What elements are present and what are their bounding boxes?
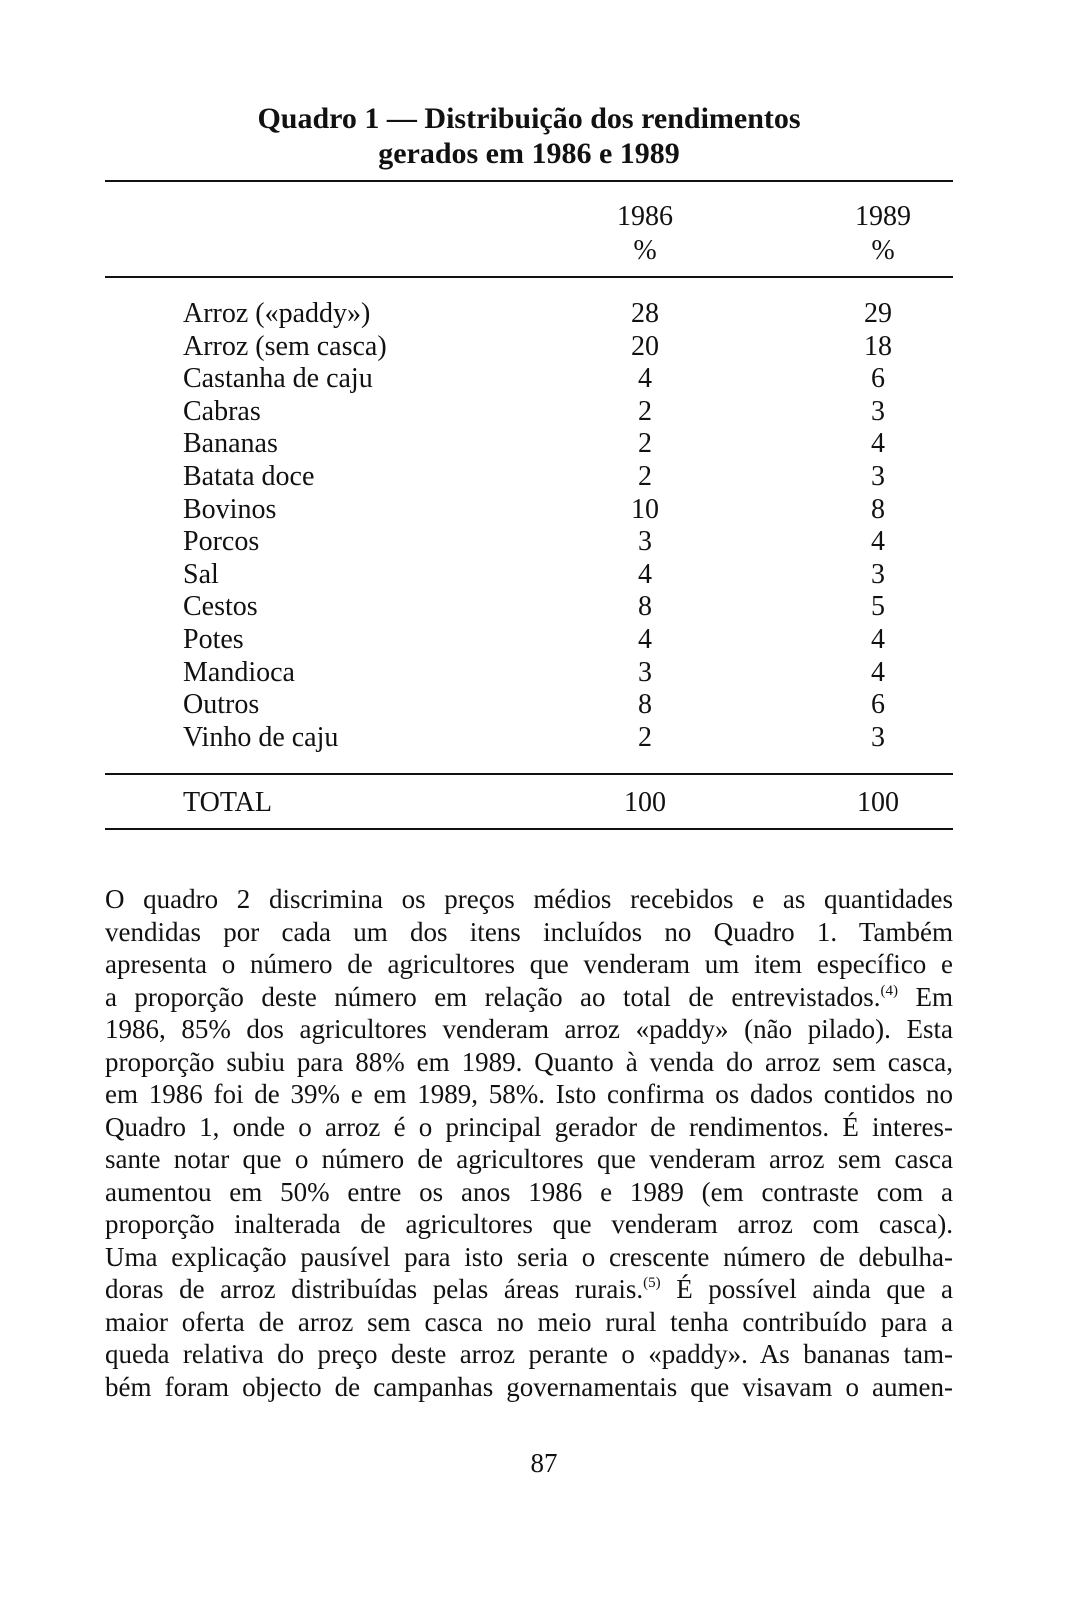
footnote-ref-4: (4) (880, 982, 899, 999)
row-label: Arroz (sem casca) (183, 330, 387, 362)
value-1989: 6 (871, 363, 885, 395)
column-header-year: 1989 (855, 201, 911, 232)
value-1986: 20 (631, 330, 659, 362)
value-1989: 3 (871, 558, 885, 590)
total-1989: 100 (857, 787, 899, 818)
value-1986: 2 (638, 460, 652, 492)
text-line: Quadro 1, onde o arroz é o principal gerador de rendimentos. É interes- (105, 1111, 953, 1142)
value-1989: 8 (871, 493, 885, 525)
text-line: sante notar que o número de agricultores que venderam arroz sem casca (105, 1144, 953, 1174)
value-1986: 2 (638, 721, 652, 753)
value-1989: 4 (871, 656, 885, 688)
text-line: Uma explicação pausível para isto seria o crescente número de debulha- (105, 1241, 953, 1272)
text-line: O quadro 2 discrimina os preços médios recebidos e as quantidades (105, 884, 953, 914)
column-header-1989 (823, 200, 943, 268)
total-1986: 100 (624, 787, 666, 818)
value-1989: 3 (871, 395, 885, 427)
table-row (183, 396, 943, 429)
value-1986: 4 (638, 623, 652, 655)
total-label: TOTAL (183, 787, 273, 818)
table-row (183, 526, 943, 559)
row-label: Cestos (183, 591, 258, 623)
table-top-rule (105, 180, 953, 182)
text-line (105, 1273, 953, 1306)
table-total-rule (105, 773, 953, 775)
row-label: Sal (183, 558, 219, 590)
value-1986: 10 (631, 493, 659, 525)
table-row (183, 689, 943, 722)
text-line: vendidas por cada um dos itens incluídos no Quadro 1. Também (105, 916, 953, 947)
table-bottom-rule (105, 828, 953, 830)
row-label: Bovinos (183, 493, 277, 525)
text-fragment: a proporção deste número em relação ao total de entrevistados. (105, 981, 881, 1012)
value-1989: 4 (871, 526, 885, 558)
text-line: queda relativa do preço deste arroz perante o «paddy». As bananas tam- (105, 1339, 953, 1369)
column-header-year: 1986 (617, 201, 673, 232)
table-row (183, 591, 943, 624)
table-row (183, 559, 943, 592)
table-row (183, 461, 943, 494)
value-1986: 4 (638, 558, 652, 590)
value-1986: 2 (638, 395, 652, 427)
text-fragment: Em (898, 981, 953, 1012)
page-number: 87 (530, 1448, 558, 1478)
value-1989: 3 (871, 721, 885, 753)
value-1986: 4 (638, 363, 652, 395)
row-label: Vinho de caju (183, 721, 339, 753)
value-1989: 6 (871, 689, 885, 721)
value-1986: 28 (631, 298, 659, 329)
text-line (105, 981, 953, 1014)
table-row (183, 363, 943, 396)
table-header-rule (105, 276, 953, 278)
column-header-unit: % (633, 235, 657, 266)
text-line: apresenta o número de agricultores que venderam um item específico e (105, 949, 953, 979)
value-1989: 4 (871, 428, 885, 460)
table-total-row (183, 786, 943, 820)
value-1986: 8 (638, 689, 652, 721)
value-1989: 3 (871, 460, 885, 492)
value-1989: 18 (864, 330, 892, 362)
text-line: proporção subiu para 88% em 1989. Quanto à venda do arroz sem casca, (105, 1046, 953, 1077)
row-label: Castanha de caju (183, 363, 373, 395)
value-1989: 29 (864, 298, 892, 329)
body-paragraph (105, 883, 953, 1403)
text-line: em 1986 foi de 39% e em 1989, 58%. Isto confirma os dados contidos no (105, 1079, 953, 1109)
table-body (183, 298, 943, 754)
table-row (183, 657, 943, 690)
row-label: Porcos (183, 526, 260, 558)
column-header-unit: % (871, 235, 895, 266)
row-label: Potes (183, 623, 244, 655)
text-line: bém foram objecto de campanhas governamentais que visavam o aumen- (105, 1371, 953, 1402)
text-line: 1986, 85% dos agricultores venderam arroz «paddy» (não pilado). Esta (105, 1014, 953, 1044)
value-1989: 5 (871, 591, 885, 623)
row-label: Cabras (183, 395, 261, 427)
row-label: Outros (183, 689, 260, 721)
text-line: maior oferta de arroz sem casca no meio rural tenha contribuído para a (105, 1306, 953, 1337)
text-fragment: É possível ainda que a (660, 1274, 953, 1304)
value-1986: 2 (638, 428, 652, 460)
table-title (105, 101, 953, 171)
table-row (183, 331, 943, 364)
row-label: Arroz («paddy») (183, 298, 371, 329)
column-header-1986 (585, 200, 705, 268)
value-1986: 8 (638, 591, 652, 623)
row-label: Mandioca (183, 656, 295, 688)
text-line: aumentou em 50% entre os anos 1986 e 1989 (em contraste com a (105, 1176, 953, 1207)
value-1989: 4 (871, 623, 885, 655)
row-label: Batata doce (183, 460, 315, 492)
value-1986: 3 (638, 526, 652, 558)
row-label: Bananas (183, 428, 278, 460)
table-row (183, 428, 943, 461)
table-row (183, 494, 943, 527)
text-fragment: doras de arroz distribuídas pelas áreas rurais. (105, 1274, 644, 1304)
table-title-line-2: gerados em 1986 e 1989 (378, 137, 680, 170)
table-row (183, 298, 943, 331)
table-row (183, 722, 943, 755)
table-row (183, 624, 943, 657)
table-title-line-1: Quadro 1 — Distribuição dos rendimentos (257, 102, 801, 135)
text-line: proporção inalterada de agricultores que venderam arroz com casca). (105, 1209, 953, 1239)
value-1986: 3 (638, 656, 652, 688)
footnote-ref-5: (5) (643, 1275, 661, 1291)
